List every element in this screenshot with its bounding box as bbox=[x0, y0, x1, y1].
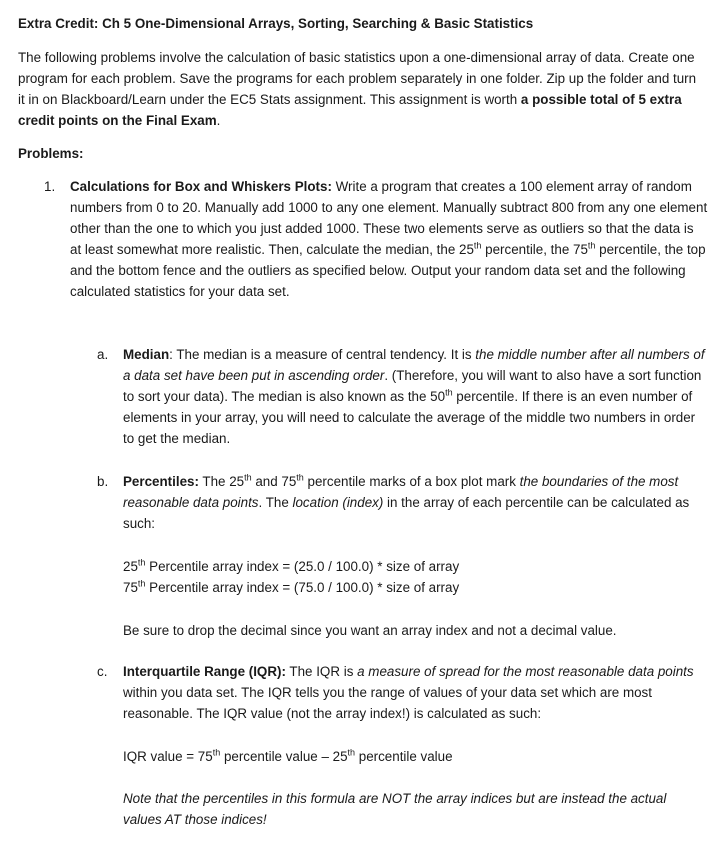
median-text-3: percentile. If there is an even number of elements in your array, you will need to calculate the average of the middle two numbers in order to get the median. bbox=[123, 389, 696, 446]
sub-item-a bbox=[97, 344, 706, 449]
formula-75th-number: 75 bbox=[123, 580, 138, 595]
iqr-formula-sup-1: th bbox=[212, 747, 221, 758]
percentiles-text-3: percentile marks of a box plot mark bbox=[303, 474, 520, 489]
formula-75th bbox=[123, 577, 706, 598]
sub-item-c bbox=[97, 661, 706, 724]
formula-25th-number: 25 bbox=[123, 559, 138, 574]
sub-item-c-letter: c. bbox=[97, 664, 108, 679]
percentiles-italic-2: location (index) bbox=[292, 495, 384, 510]
problems-heading: Problems: bbox=[18, 146, 84, 161]
intro-text: The following problems involve the calculation of basic statistics upon a one-dimensional array of data. Create one program for each problem. Save the programs for each problem separately in one folder. Zip up the folder and turn it in on Blackboard/Learn under the EC5 Stats assignment. This assignment is worth bbox=[18, 50, 697, 107]
sub-item-b-body bbox=[123, 471, 706, 534]
percentiles-sup-2: th bbox=[296, 472, 304, 483]
problem-1-text-1: Write a program that creates a 100 element array of random numbers from 0 to 20. Manually add 1000 to any one element. Manually subtract 800 from any one element other than the one to which you just added 1000. These two elements serve as outliers so that the data is at least somewhat more realistic. Then, calculate the median, the 25 bbox=[70, 179, 708, 257]
iqr-note bbox=[123, 788, 706, 830]
iqr-formula bbox=[123, 746, 706, 767]
median-sup: th bbox=[445, 387, 453, 398]
percentiles-text-1: The 25 bbox=[198, 474, 245, 489]
percentiles-italic-1: the boundaries of the most reasonable data points bbox=[123, 474, 679, 510]
formula-75th-text: Percentile array index = (75.0 / 100.0) * size of array bbox=[145, 580, 460, 595]
sub-item-b-letter: b. bbox=[97, 474, 109, 489]
percentile-note: Be sure to drop the decimal since you want an array index and not a decimal value. bbox=[123, 623, 617, 638]
intro-end: . bbox=[216, 113, 221, 128]
percentiles-text-5: in the array of each percentile can be calculated as such: bbox=[123, 495, 690, 531]
intro-paragraph bbox=[18, 47, 706, 131]
formula-75th-sup: th bbox=[137, 578, 146, 589]
sub-item-c-body bbox=[123, 661, 706, 724]
problem-1-heading: Calculations for Box and Whiskers Plots: bbox=[70, 179, 332, 194]
median-text-1: : The median is a measure of central tendency. It is bbox=[169, 347, 476, 362]
intro-bold-text: a possible total of 5 extra credit points on the Final Exam bbox=[18, 92, 682, 128]
problem-1-sup-1: th bbox=[473, 240, 482, 251]
problem-1-text-3: percentile, the top and the bottom fence and the outliers as specified below. Output your random data set and the following calculated statistics for your data set. bbox=[70, 242, 706, 299]
iqr-formula-sup-2: th bbox=[347, 747, 356, 758]
formula-25th-sup: th bbox=[137, 557, 146, 568]
percentiles-heading: Percentiles: bbox=[123, 474, 199, 489]
problem-1 bbox=[44, 176, 708, 302]
iqr-heading: Interquartile Range (IQR): bbox=[123, 664, 286, 679]
problem-1-number: 1. bbox=[44, 179, 56, 194]
percentiles-sup-1: th bbox=[244, 472, 252, 483]
sub-item-a-body bbox=[123, 344, 706, 449]
iqr-formula-a: IQR value = 75 bbox=[123, 749, 213, 764]
median-heading: Median bbox=[123, 347, 170, 362]
formula-25th bbox=[123, 556, 706, 577]
formula-25th-text: Percentile array index = (25.0 / 100.0) * size of array bbox=[145, 559, 460, 574]
iqr-note-text: Note that the percentiles in this formula are NOT the array indices but are instead the actual values AT those indices! bbox=[123, 791, 667, 827]
sub-item-a-letter: a. bbox=[97, 347, 109, 362]
iqr-text-1: The IQR is bbox=[285, 664, 358, 679]
problem-1-text-2: percentile, the 75 bbox=[481, 242, 588, 257]
problem-1-sup-2: th bbox=[587, 240, 596, 251]
median-italic: the middle number after all numbers of a data set have been put in ascending order bbox=[123, 347, 705, 383]
percentiles-text-2: and 75 bbox=[251, 474, 297, 489]
iqr-text-2: within you data set. The IQR tells you the range of values of your data set which are most reasonable. The IQR value (not the array index!) is calculated as such: bbox=[123, 685, 652, 721]
percentiles-text-4: . The bbox=[258, 495, 293, 510]
sub-item-b bbox=[97, 471, 706, 534]
iqr-formula-b: percentile value – 25 bbox=[220, 749, 348, 764]
median-text-2: . (Therefore, you will want to also have a sort function to sort your data). The median is also known as the 50 bbox=[123, 368, 702, 404]
iqr-formula-c: percentile value bbox=[355, 749, 453, 764]
document-title: Extra Credit: Ch 5 One-Dimensional Arrays, Sorting, Searching & Basic Statistics bbox=[18, 16, 534, 31]
iqr-italic: a measure of spread for the most reasonable data points bbox=[357, 664, 694, 679]
problem-1-body bbox=[70, 176, 708, 302]
